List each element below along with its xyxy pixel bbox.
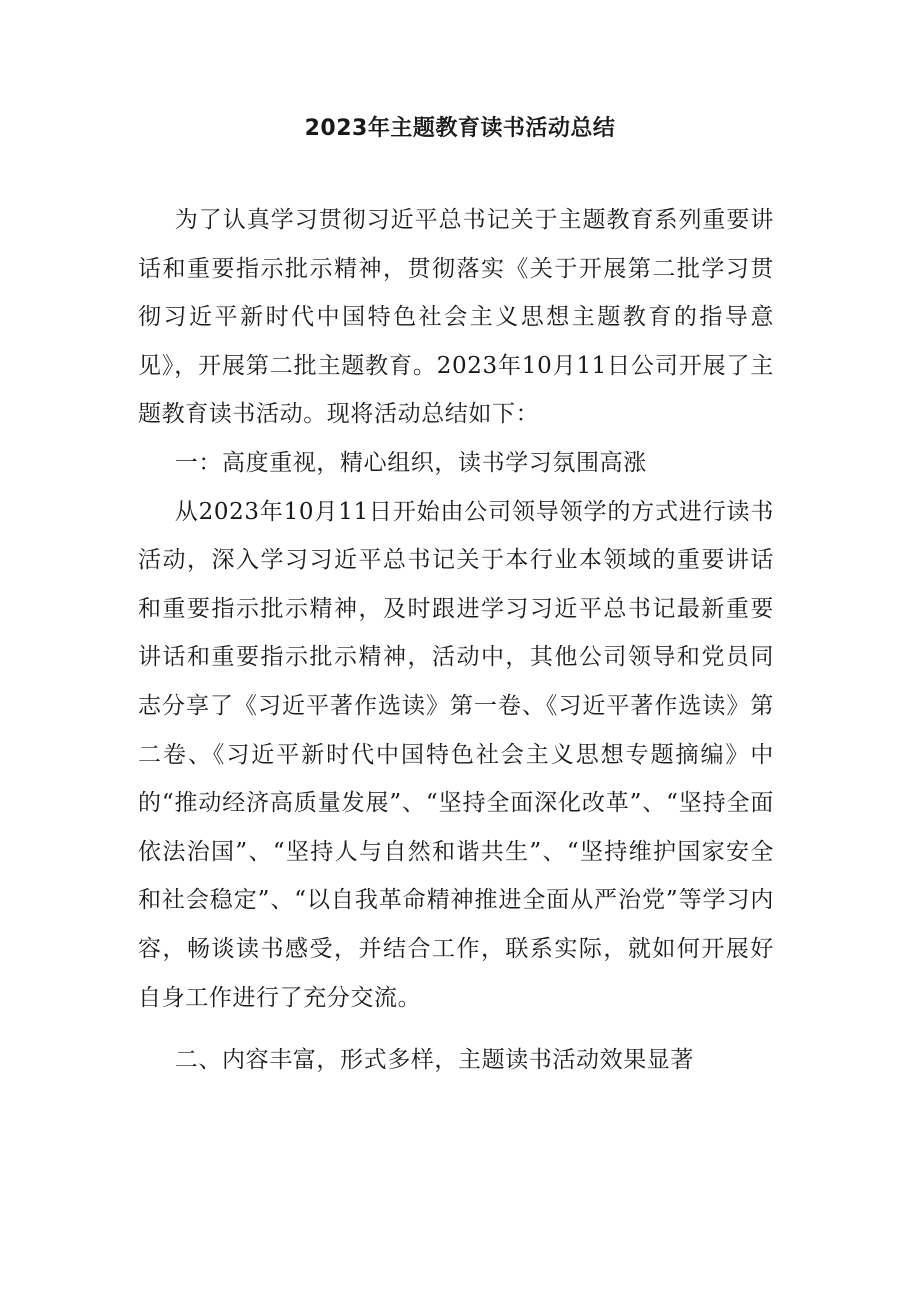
- intro-paragraph: 为了认真学习贯彻习近平总书记关于主题教育系列重要讲话和重要指示批示精神，贯彻落实《关于开展第二批学习贯彻习近平新时代中国特色社会主义思想主题教育的指导意见》，开展第二批主题教育。2023年10月11日公司开展了主题教育读书活动。现将活动总结如下：: [138, 207, 774, 428]
- section-1-paragraph: 从2023年10月11日开始由公司领导领学的方式进行读书活动，深入学习习近平总书记关于本行业本领域的重要讲话和重要指示批示精神，及时跟进学习习近平总书记最新重要讲话和重要指示批示精神，活动中，其他公司领导和党员同志分享了《习近平著作选读》第一卷、《习近平著作选读》第二卷、《习近平新时代中国特色社会主义思想专题摘编》中的“推动经济高质量发展”、“坚持全面深化改革”、“坚持全面依法治国”、“坚持人与自然和谐共生”、“坚持维护国家安全和社会稳定”、“以自我革命精神推进全面从严治党”等学习内容，畅谈读书感受，并结合工作，联系实际，就如何开展好自身工作进行了充分交流。: [138, 498, 774, 1011]
- document-body: [138, 196, 774, 1085]
- section-heading-2: 二、内容丰富，形式多样，主题读书活动效果显著: [174, 1047, 694, 1074]
- document-title: 2023年主题教育读书活动总结: [304, 116, 616, 141]
- section-heading-1: 一：高度重视，精心组织，读书学习氛围高涨: [174, 449, 647, 476]
